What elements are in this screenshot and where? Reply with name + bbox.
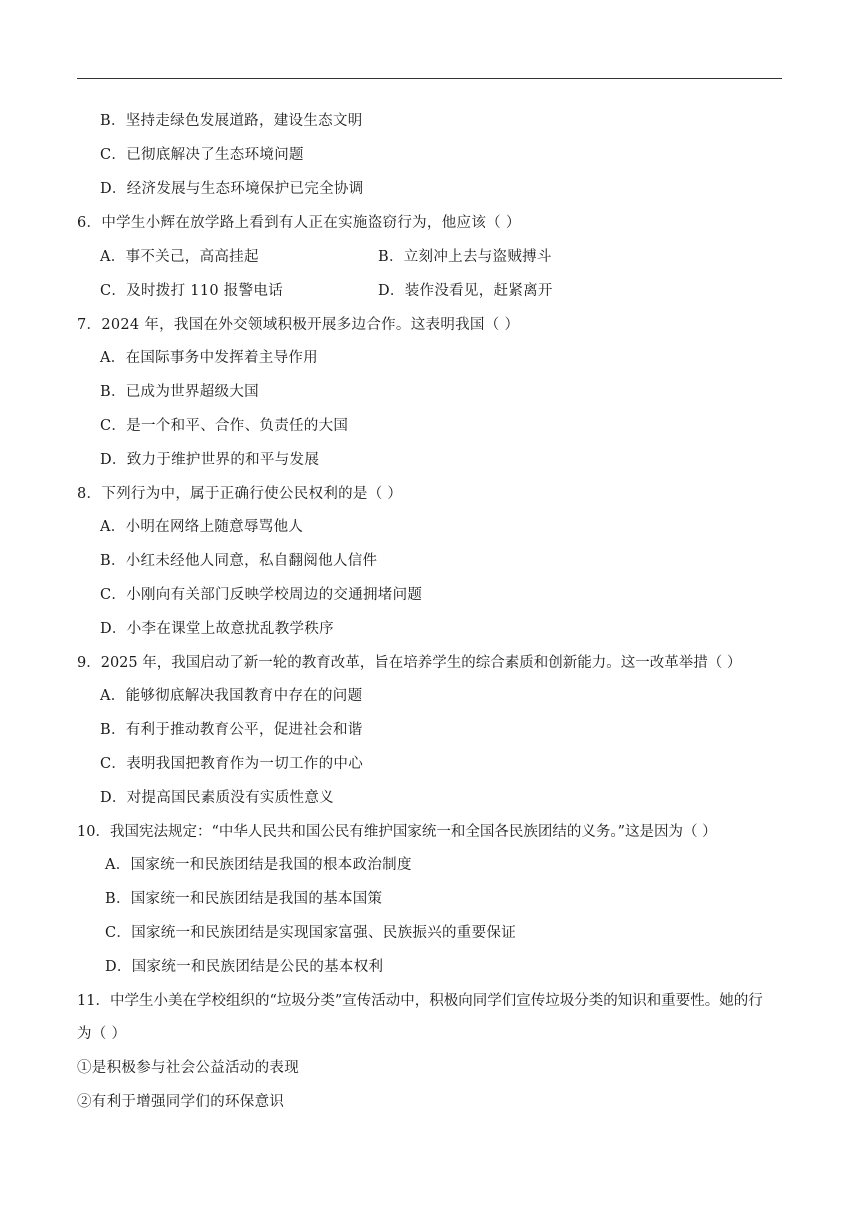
- q7-stem: 7．2024 年，我国在外交领域积极开展多边合作。这表明我国（ ）: [77, 317, 520, 333]
- q8-option-a: A．小明在网络上随意辱骂他人: [100, 519, 304, 535]
- q9-option-c: C．表明我国把教育作为一切工作的中心: [100, 756, 363, 772]
- q8-option-d: D．小李在课堂上故意扰乱教学秩序: [100, 621, 334, 637]
- q9-stem: 9．2025 年，我国启动了新一轮的教育改革，旨在培养学生的综合素质和创新能力。这一改革举措（ ）: [77, 655, 742, 671]
- q6-option-c: C．及时拨打 110 报警电话: [100, 283, 283, 299]
- q9-option-d: D．对提高国民素质没有实质性意义: [100, 790, 334, 806]
- q7-option-b: B．已成为世界超级大国: [100, 384, 259, 400]
- q10-option-b: B．国家统一和民族团结是我国的基本国策: [105, 891, 383, 907]
- q11-stem: 11．中学生小美在学校组织的“垃圾分类”宣传活动中，积极向同学们宣传垃圾分类的知识和重要性。她的行: [77, 993, 763, 1009]
- q11-statement-1: ①是积极参与社会公益活动的表现: [77, 1060, 299, 1076]
- q6-option-d: D．装作没看见，赶紧离开: [378, 283, 553, 299]
- q5-option-b: B．坚持走绿色发展道路，建设生态文明: [100, 113, 363, 129]
- q10-option-a: A．国家统一和民族团结是我国的根本政治制度: [105, 857, 412, 873]
- q8-option-c: C．小刚向有关部门反映学校周边的交通拥堵问题: [100, 587, 423, 603]
- q6-option-a: A．事不关己，高高挂起: [100, 249, 259, 265]
- q11-statement-2: ②有利于增强同学们的环保意识: [77, 1094, 285, 1110]
- q5-option-d: D．经济发展与生态环境保护已完全协调: [100, 181, 364, 197]
- q9-option-a: A．能够彻底解决我国教育中存在的问题: [100, 688, 363, 704]
- q8-stem: 8．下列行为中，属于正确行使公民权利的是（ ）: [77, 486, 403, 502]
- header-rule: [77, 78, 782, 79]
- q9-option-b: B．有利于推动教育公平，促进社会和谐: [100, 722, 363, 738]
- q6-stem: 6．中学生小辉在放学路上看到有人正在实施盗窃行为，他应该（ ）: [77, 215, 521, 231]
- q10-option-c: C．国家统一和民族团结是实现国家富强、民族振兴的重要保证: [105, 925, 516, 941]
- q10-stem: 10．我国宪法规定：“中华人民共和国公民有维护国家统一和全国各民族团结的义务。”这是因为（ ）: [77, 824, 717, 840]
- q10-option-d: D．国家统一和民族团结是公民的基本权利: [105, 959, 384, 975]
- q11-stem-continued: 为（ ）: [77, 1026, 127, 1042]
- q6-option-b: B．立刻冲上去与盗贼搏斗: [378, 249, 552, 265]
- q8-option-b: B．小红未经他人同意，私自翻阅他人信件: [100, 553, 378, 569]
- q5-option-c: C．已彻底解决了生态环境问题: [100, 147, 304, 163]
- q7-option-a: A．在国际事务中发挥着主导作用: [100, 350, 318, 366]
- q7-option-d: D．致力于维护世界的和平与发展: [100, 452, 320, 468]
- q7-option-c: C．是一个和平、合作、负责任的大国: [100, 418, 349, 434]
